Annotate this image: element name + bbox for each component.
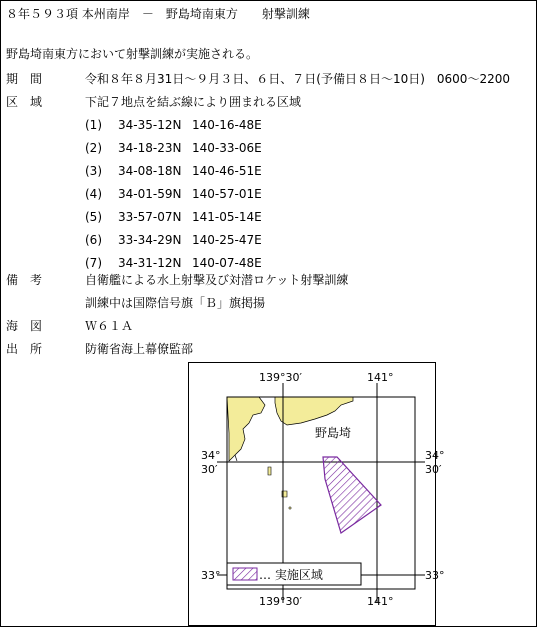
- lat-left-34-label: 34°: [201, 449, 221, 462]
- area-point-latitude: 33-34-29N: [118, 233, 182, 247]
- area-point-latitude: 34-35-12N: [118, 118, 182, 132]
- lon-bottom-left-label: 139°30′: [259, 595, 302, 608]
- area-point-no: (3): [85, 164, 102, 178]
- land-mass-east: [275, 397, 353, 425]
- remarks-line-1: 自衛艦による水上射撃及び対潜ロケット射撃訓練: [85, 273, 349, 287]
- exercise-area-polygon: [323, 457, 381, 533]
- remarks-line-2: 訓練中は国際信号旗「Ｂ」旗掲揚: [85, 296, 266, 310]
- area-point-latitude: 34-01-59N: [118, 187, 182, 201]
- island-1: [268, 467, 271, 475]
- period-value: 令和８年８月31日～９月３日、６日、７日(予備日８日～10日) 0600～2200: [85, 72, 510, 86]
- area-point-longitude: 140-33-06E: [192, 141, 262, 155]
- land-mass-west: [227, 397, 265, 461]
- area-point-latitude: 34-08-18N: [118, 164, 182, 178]
- notice-intro: 野島埼南東方において射撃訓練が実施される。: [6, 47, 259, 61]
- area-point-longitude: 140-46-51E: [192, 164, 262, 178]
- area-point-latitude: 33-57-07N: [118, 210, 182, 224]
- lat-left-30-label: 30′: [201, 463, 218, 476]
- area-point-no: (2): [85, 141, 102, 155]
- notice-title: ８年５９３項 本州南岸 － 野島埼南東方 射撃訓練: [6, 7, 310, 21]
- lat-right-30-label: 30′: [425, 463, 442, 476]
- area-label: 区 域: [6, 95, 43, 109]
- lat-right-34-label: 34°: [425, 449, 445, 462]
- nojimazaki-label: 野島埼: [315, 426, 352, 440]
- source-value: 防衛省海上幕僚監部: [85, 342, 194, 356]
- area-point-latitude: 34-18-23N: [118, 141, 182, 155]
- period-label: 期 間: [6, 72, 43, 86]
- remarks-label: 備 考: [6, 273, 43, 287]
- lon-top-left-label: 139°30′: [259, 371, 302, 384]
- area-point-longitude: 141-05-14E: [192, 210, 262, 224]
- lon-bottom-right-label: 141°: [367, 595, 394, 608]
- area-point-longitude: 140-16-48E: [192, 118, 262, 132]
- area-point-no: (4): [85, 187, 102, 201]
- lat-right-33-label: 33°: [425, 569, 445, 582]
- lon-top-right-label: 141°: [367, 371, 394, 384]
- legend-swatch: [233, 568, 257, 580]
- area-map-svg: [189, 363, 445, 625]
- area-point-latitude: 34-31-12N: [118, 256, 182, 270]
- chart-value: Ｗ６１Ａ: [85, 319, 134, 333]
- area-point-no: (6): [85, 233, 102, 247]
- lat-left-33-label: 33°: [201, 569, 221, 582]
- island-3: [289, 507, 291, 509]
- source-label: 出 所: [6, 342, 43, 356]
- chart-label: 海 図: [6, 319, 43, 333]
- legend-label: … 実施区域: [259, 568, 323, 582]
- area-point-no: (7): [85, 256, 102, 270]
- area-point-no: (5): [85, 210, 102, 224]
- area-point-longitude: 140-25-47E: [192, 233, 262, 247]
- area-description: 下記７地点を結ぶ線により囲まれる区域: [85, 95, 302, 109]
- area-map: [188, 362, 445, 626]
- area-point-no: (1): [85, 118, 102, 132]
- area-point-longitude: 140-07-48E: [192, 256, 262, 270]
- area-point-longitude: 140-57-01E: [192, 187, 262, 201]
